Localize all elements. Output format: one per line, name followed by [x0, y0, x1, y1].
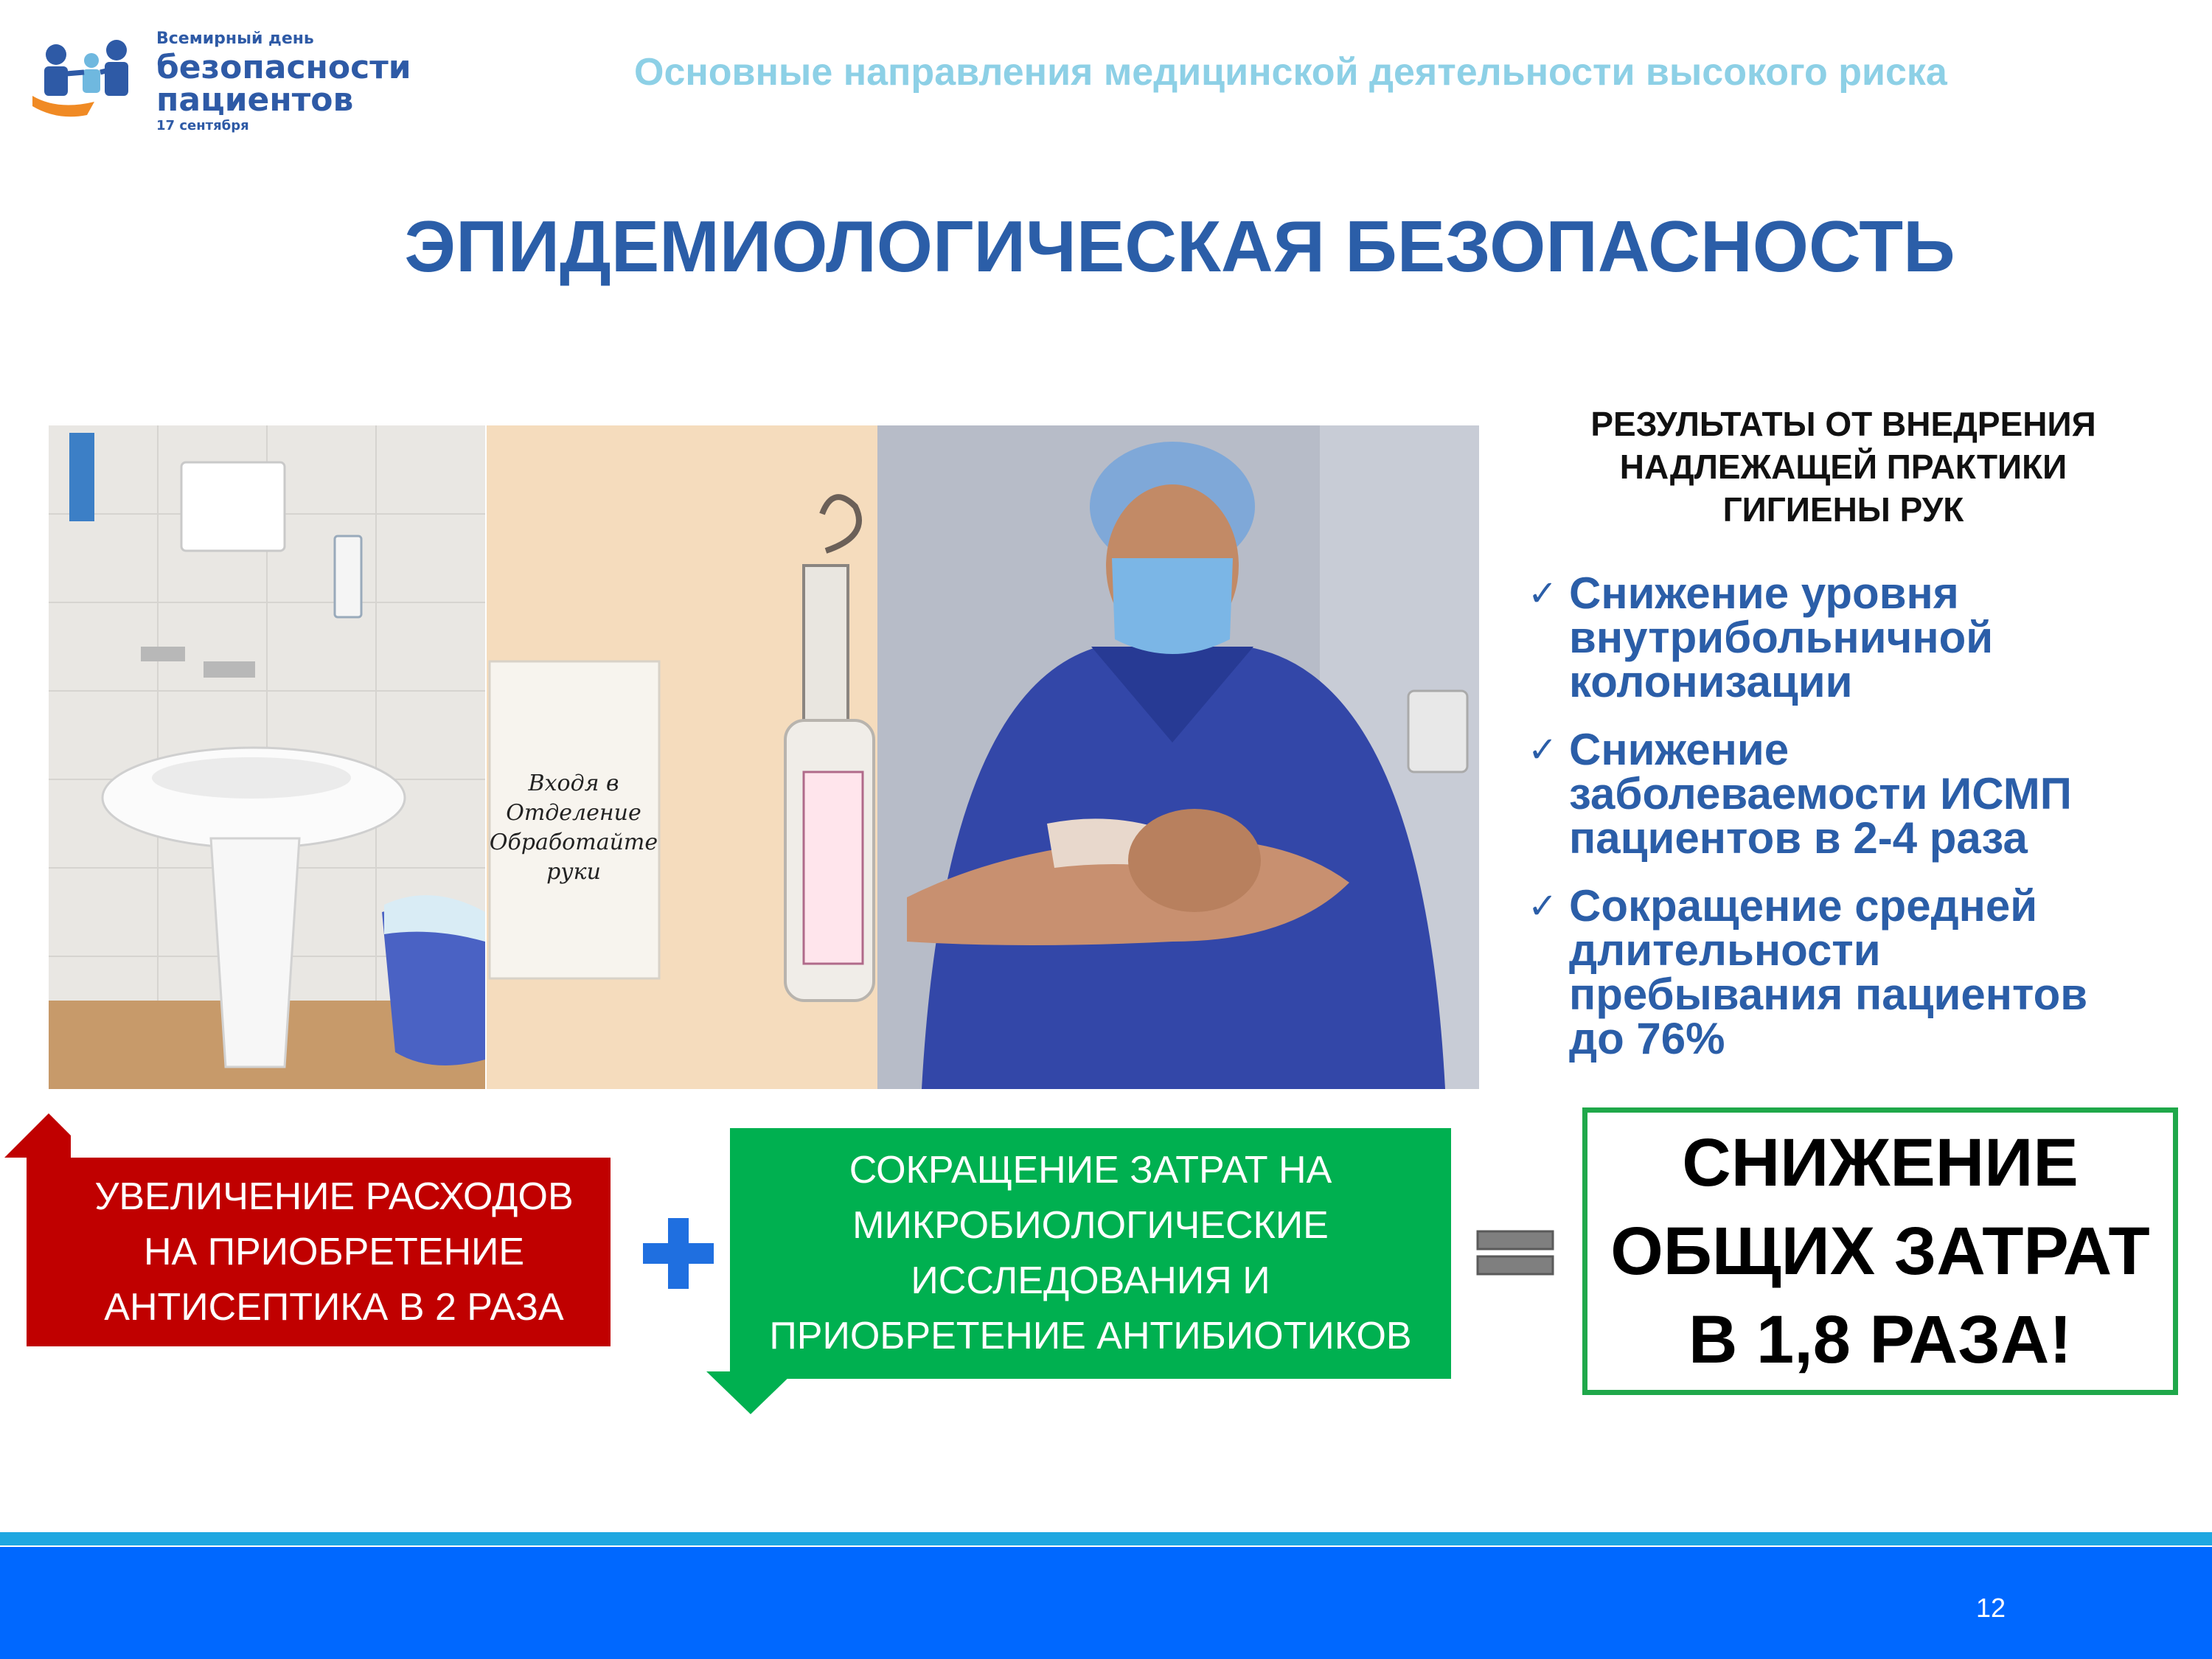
result-line-3: В 1,8 РАЗА! — [1688, 1302, 2072, 1377]
results-list — [1526, 568, 2190, 1085]
cost-increase-box — [58, 1158, 611, 1346]
red-line-2: НА ПРИОБРЕТЕНИЕ — [143, 1230, 525, 1273]
photo-sanitizer-sign — [487, 425, 877, 1089]
results-heading-line-3: ГИГИЕНЫ РУК — [1722, 490, 1964, 529]
slide-subtitle: Основные направления медицинской деятельности высокого риска — [634, 51, 1947, 94]
sign-line-1: Входя в — [528, 771, 619, 796]
cost-reduction-box — [730, 1128, 1451, 1379]
result-1-line-3: колонизации — [1569, 657, 1853, 706]
list-item — [1526, 568, 2190, 706]
red-line-3: АНТИСЕПТИКА В 2 РАЗА — [104, 1285, 564, 1329]
green-line-1: СОКРАЩЕНИЕ ЗАТРАТ НА — [849, 1149, 1332, 1192]
logo-line-2: безопасности — [156, 49, 411, 86]
result-3-line-2: длительности — [1569, 925, 1881, 975]
result-3-line-4: до 76% — [1569, 1014, 1725, 1063]
logo-line-3: пациентов — [156, 81, 354, 119]
sign-line-2: Отделение — [506, 800, 641, 826]
green-line-2: МИКРОБИОЛОГИЧЕСКИЕ — [852, 1204, 1329, 1247]
result-1-line-2: внутрибольничной — [1569, 613, 1994, 662]
footer-accent-line — [0, 1532, 2212, 1545]
result-2-line-2: заболеваемости ИСМП — [1569, 769, 2072, 818]
equals-icon — [1476, 1230, 1554, 1276]
total-cost-result-box — [1582, 1107, 2178, 1395]
sign-line-4: руки — [546, 859, 601, 885]
photo-washbasin — [49, 425, 485, 1089]
sign-line-3: Обработайте — [489, 830, 658, 855]
result-1-line-1: Снижение уровня — [1569, 568, 1959, 618]
logo-line-4: 17 сентября — [156, 118, 249, 133]
logo-line-1: Всемирный день — [156, 29, 314, 48]
results-heading-line-1: РЕЗУЛЬТАТЫ ОТ ВНЕДРЕНИЯ — [1590, 405, 2096, 443]
result-2-line-1: Снижение — [1569, 725, 1790, 774]
checkmark-icon: ✓ — [1528, 573, 1558, 614]
results-heading-line-2: НАДЛЕЖАЩЕЙ ПРАКТИКИ — [1619, 448, 2067, 486]
results-heading — [1534, 403, 2153, 531]
main-title-wrap — [0, 205, 2212, 288]
green-line-3: ИССЛЕДОВАНИЯ И — [911, 1259, 1270, 1302]
checkmark-icon: ✓ — [1528, 729, 1558, 771]
photo-nurse-handwashing — [877, 425, 1479, 1089]
list-item — [1526, 881, 2190, 1063]
page-number: 12 — [1976, 1593, 2006, 1623]
footer-band — [0, 1547, 2212, 1659]
down-arrow-icon — [706, 1371, 795, 1416]
result-2-line-3: пациентов в 2-4 раза — [1569, 813, 2028, 863]
green-line-4: ПРИОБРЕТЕНИЕ АНТИБИОТИКОВ — [769, 1315, 1412, 1357]
list-item — [1526, 725, 2190, 863]
logo-figures-icon — [28, 29, 146, 125]
slide-title: ЭПИДЕМИОЛОГИЧЕСКАЯ БЕЗОПАСНОСТЬ — [404, 206, 1955, 287]
red-line-1: УВЕЛИЧЕНИЕ РАСХОДОВ — [94, 1175, 574, 1218]
result-line-1: СНИЖЕНИЕ — [1682, 1125, 2079, 1200]
result-3-line-1: Сокращение средней — [1569, 881, 2038, 931]
result-3-line-3: пребывания пациентов — [1569, 970, 2088, 1019]
logo-text — [156, 31, 411, 133]
result-line-2: ОБЩИХ ЗАТРАТ — [1610, 1214, 2150, 1289]
checkmark-icon: ✓ — [1528, 886, 1558, 927]
plus-icon — [643, 1218, 714, 1289]
